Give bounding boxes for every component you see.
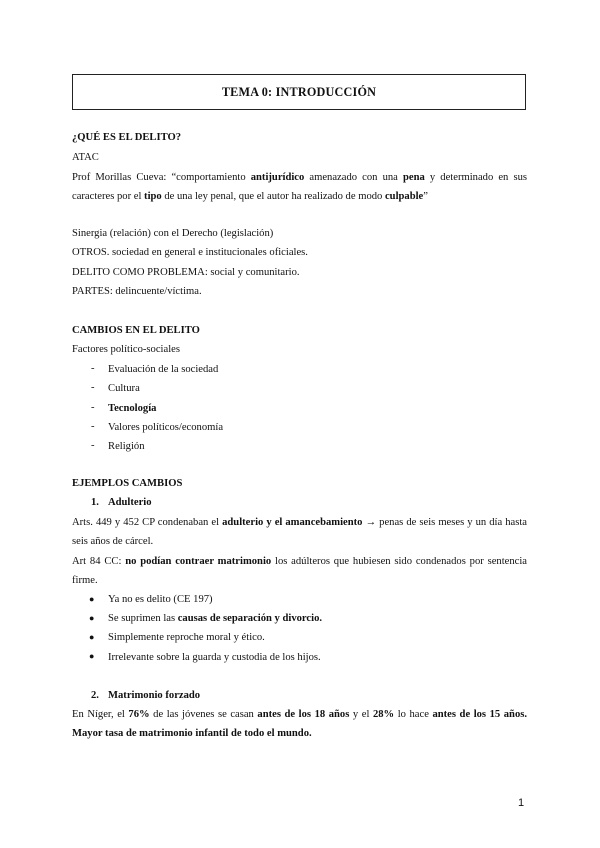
arts-text-1: Arts. 449 y 452 CP condenaban el — [72, 517, 223, 528]
text-line: DELITO COMO PROBLEMA: social y comunitario. — [72, 267, 300, 278]
section-subtitle-factores: Factores político-sociales — [72, 344, 180, 355]
niger-text-4: lo hace — [394, 709, 433, 720]
niger-bold-28: 28% — [372, 709, 395, 720]
dash-marker: - — [91, 440, 95, 451]
bullet-item: Simplemente reproche moral y ético. — [108, 632, 265, 643]
def-text-5: ” — [423, 191, 428, 203]
def-text-4: de una ley penal, que el autor ha realizado de modo — [161, 191, 385, 203]
def-text-2: amenazado con una — [304, 172, 403, 183]
definition-paragraph — [72, 168, 527, 207]
arts-text-2: → penas de seis meses y un día hasta seis años de cárcel. — [72, 517, 527, 548]
niger-bold-mayor: Mayor tasa de matrimonio infantil de todo el mundo. — [72, 728, 312, 740]
bullet-dot: ● — [89, 651, 95, 661]
cc-text-2: los adúlteros que hubiesen sido condenados por sentencia firme. — [72, 556, 527, 587]
niger-text-1: En Níger, el — [72, 709, 129, 720]
arts-bold: adulterio y el amancebamiento — [222, 517, 363, 528]
def-bold-tipo: tipo — [144, 191, 162, 203]
text-line: OTROS. sociedad en general e institucionales oficiales. — [72, 247, 308, 258]
bullet-dot: ● — [89, 632, 95, 642]
example-title-adulterio: Adulterio — [108, 497, 152, 508]
bullet-text: Se suprimen las — [108, 613, 178, 624]
text-line: PARTES: delincuente/víctima. — [72, 286, 202, 297]
list-item: Valores políticos/economía — [108, 422, 224, 433]
bullet-item — [108, 612, 322, 626]
list-item: Religión — [108, 441, 145, 452]
text-line: Sinergia (relación) con el Derecho (legislación) — [72, 228, 274, 239]
cc-bold: no podían contraer matrimonio — [125, 556, 272, 567]
example-number: 1. — [91, 497, 99, 508]
niger-paragraph — [72, 705, 527, 744]
bullet-dot: ● — [89, 613, 95, 623]
cc-paragraph — [72, 552, 527, 591]
list-item: Tecnología — [108, 403, 157, 414]
document-title: TEMA 0: INTRODUCCIÓN — [221, 84, 377, 99]
cc-text-1: Art 84 CC: — [72, 556, 126, 567]
dash-marker: - — [91, 382, 95, 393]
section-heading-ejemplos: EJEMPLOS CAMBIOS — [72, 478, 183, 489]
title-box — [72, 74, 526, 110]
niger-text-2: de las jóvenes se casan — [149, 709, 258, 720]
arts-paragraph — [72, 513, 527, 552]
bullet-item: Ya no es delito (CE 197) — [108, 594, 213, 605]
section-heading-cambios: CAMBIOS EN EL DELITO — [72, 325, 200, 336]
niger-bold-18: antes de los 18 años — [257, 709, 350, 720]
dash-marker: - — [91, 402, 95, 413]
dash-marker: - — [91, 363, 95, 374]
example-number: 2. — [91, 690, 99, 701]
def-bold-culpable: culpable — [384, 191, 424, 203]
page-number: 1 — [518, 797, 525, 809]
list-item: Evaluación de la sociedad — [108, 364, 219, 375]
def-bold-pena: pena — [402, 172, 425, 183]
niger-bold-15: antes de los 15 años. — [432, 709, 528, 720]
def-text-1: Prof Morillas Cueva: “comportamiento — [72, 172, 251, 183]
section-heading-delito: ¿QUÉ ES EL DELITO? — [72, 132, 182, 143]
bullet-bold: causas de separación y divorcio. — [177, 613, 323, 624]
niger-bold-76: 76% — [128, 709, 150, 720]
niger-text-3: y el — [349, 709, 373, 720]
bullet-item: Irrelevante sobre la guarda y custodia de los hijos. — [108, 652, 321, 663]
dash-marker: - — [91, 421, 95, 432]
example-title-matrimonio: Matrimonio forzado — [108, 690, 201, 701]
section-subtitle-atac: ATAC — [72, 152, 99, 163]
list-item: Cultura — [108, 383, 140, 394]
def-bold-antijuridico: antijurídico — [250, 172, 305, 183]
bullet-dot: ● — [89, 594, 95, 604]
def-text-3: y determinado en sus caracteres por el — [72, 172, 528, 203]
